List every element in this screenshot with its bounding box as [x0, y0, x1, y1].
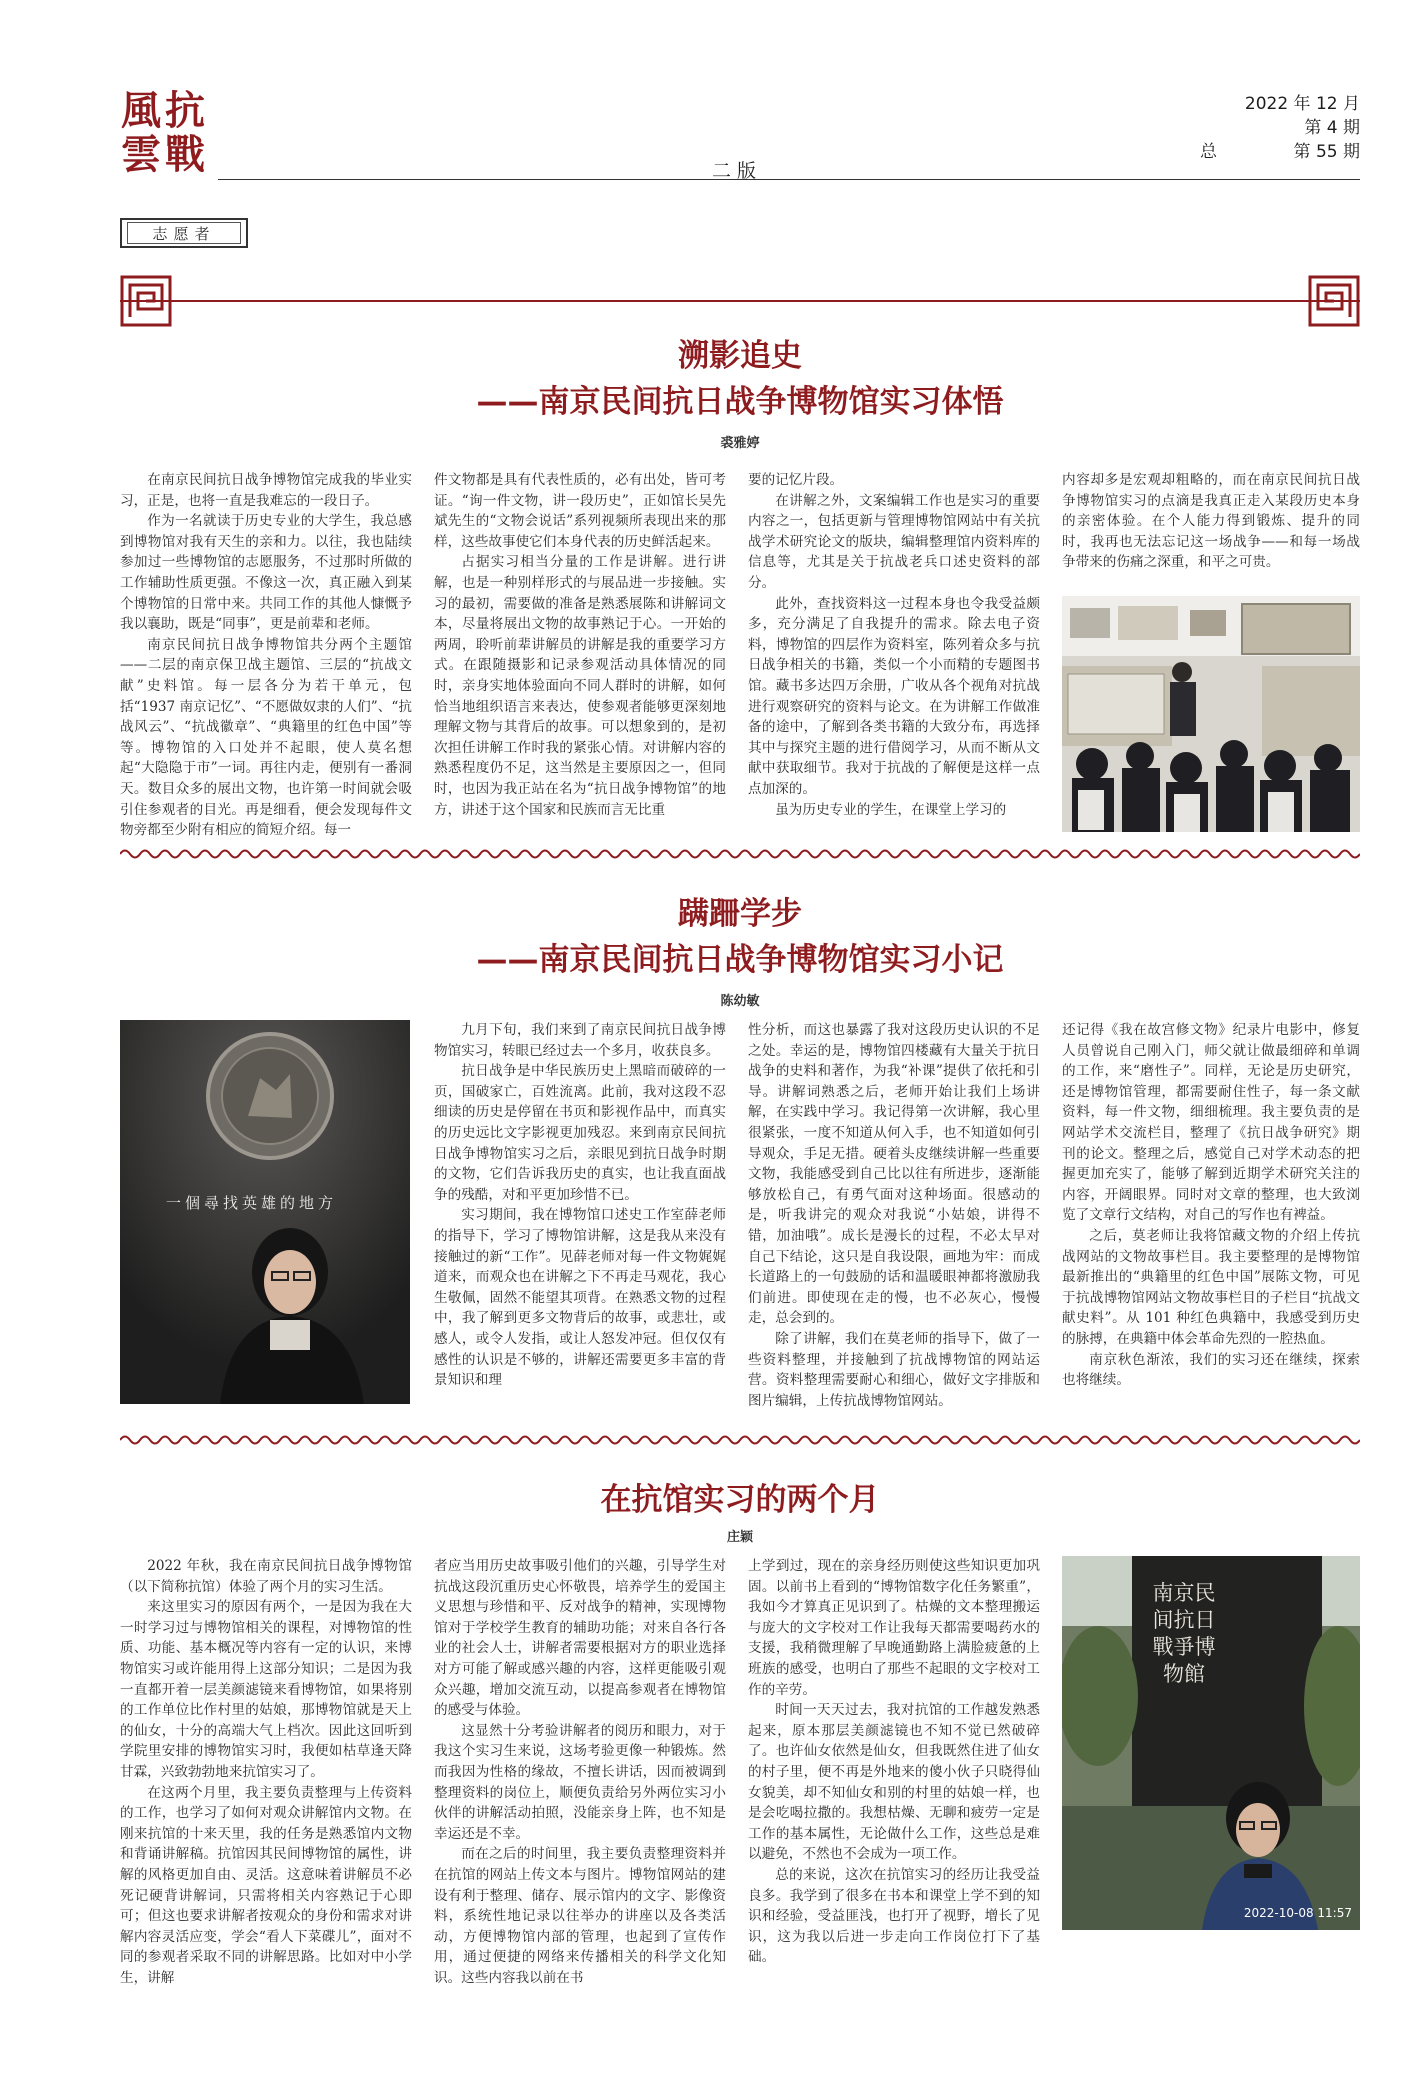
fret-corner-right-icon [1308, 275, 1360, 327]
paragraph: 2022 年秋，我在南京民间抗日战争博物馆（以下简称抗馆）体验了两个月的实习生活。 [120, 1558, 412, 1595]
logo-char: 戰 [165, 131, 205, 178]
masthead-rule [218, 179, 1360, 180]
issue-total [1200, 140, 1360, 164]
section-divider [120, 847, 1360, 861]
article-1-column-2 [434, 470, 726, 820]
article-2-column-3 [1062, 1020, 1360, 1391]
article-3-author: 庄颖 [726, 1530, 753, 1545]
article-1-subtitle: ——南京民间抗日战争博物馆实习体悟 [476, 384, 1004, 420]
paragraph: 虽为历史专业的学生，在课堂上学习的 [775, 801, 1007, 818]
issue-number: 第 4 期 [1304, 118, 1360, 138]
article-3-column-2 [434, 1556, 726, 1988]
photo-museum-entrance [1062, 1556, 1360, 1930]
paragraph: 之后，莫老师让我将馆藏文物的介绍上传抗战网站的文物故事栏目。我主要整理的是博物馆最新推出的“典籍里的红色中国”展陈文物，可见于抗战博物馆网站文物故事栏目的子栏目“抗战文献史料”。从 101 种红色典籍中，我感受到历史的脉搏，在典籍中体会革命先烈的一腔热血。 [1062, 1227, 1360, 1347]
paragraph: 抗日战争是中华民族历史上黑暗而破碎的一页，国破家亡，百姓流离。此前，我对这段不忍细读的历史是停留在书页和影视作品中，而真实的历史远比文字影视更加残忍。来到南京民间抗日战争博物馆实习之后，亲眼见到抗日战争时期的文物，它们告诉我历史的真实，也让我直面战争的残酷，对和平更加珍惜不已。 [434, 1063, 726, 1203]
article-2-author: 陈幼敏 [720, 994, 760, 1009]
paragraph: 件文物都是具有代表性质的，必有出处，皆可考证。“询一件文物，讲一段历史”，正如馆长吴先斌先生的“文物会说话”系列视频所表现出来的那样，这些故事使它们本身代表的历史鲜活起来。 [434, 472, 726, 550]
photo-timestamp: 2022-10-08 11:57 [1243, 1906, 1352, 1920]
section-divider [120, 1433, 1360, 1447]
paragraph: 内容却多是宏观却粗略的，而在南京民间抗日战争博物馆实习的点滴是我真正走入某段历史本身的亲密体验。在个人能力得到锻炼、提升的同时，我再也无法忘记这一场战争——和每一场战争带来的伤痛之深重，和平之可贵。 [1062, 472, 1360, 571]
article-1-column-1 [120, 470, 412, 841]
paragraph: 实习期间，我在博物馆口述史工作室薛老师的指导下，学习了博物馆讲解，这是我从来没有接触过的新“工作”。见薛老师对每一件文物娓娓道来，而观众也在讲解之下不再走马观花，我心生敬佩，固然不能望其项背。在熟悉文物的过程中，我了解到更多文物背后的故事，或悲壮，或感人，或令人发指，或让人怒发冲冠。但仅仅有感性的认识是不够的，讲解还需要更多丰富的背景知识和理 [434, 1207, 726, 1389]
wall-caption: 一個尋找英雄的地方 [166, 1194, 338, 1212]
paragraph: 者应当用历史故事吸引他们的兴趣，引导学生对抗战这段沉重历史心怀敬畏，培养学生的爱国主义思想与珍惜和平、反对战争的精神，实现博物馆对于学校学生教育的辅助功能；对来自各行各业的社会人士，讲解者需要根据对方的职业选择对方可能了解或感兴趣的内容，这样更能吸引观众兴趣，增加交流互动，以提高参观者在博物馆的感受与体验。 [434, 1558, 726, 1719]
logo-char: 風 [121, 87, 161, 134]
issue-info [1200, 92, 1360, 164]
fret-corner-left-icon [120, 275, 172, 327]
paragraph: 在讲解之外，文案编辑工作也是实习的重要内容之一，包括更新与管理博物馆网站中有关抗战学术研究论文的版块，编辑整理馆内资料库的信息等，尤其是关于抗战老兵口述史资料的部分。 [748, 492, 1040, 591]
article-1-column-3 [748, 470, 1040, 820]
paragraph: 在这两个月里，我主要负责整理与上传资料的工作，也学习了如何对观众讲解馆内文物。在刚来抗馆的十来天里，我的任务是熟悉馆内文物和背诵讲解稿。抗馆因其民间博物馆的属性，讲解的风格更加自由、灵活。这意味着讲解员不必死记硬背讲解词，只需将相关内容熟记于心即可；但这也要求讲解者按观众的身份和需求对讲解内容灵活应变，学会“看人下菜碟儿”，面对不同的参观者采取不同的讲解思路。比如对中小学生，讲解 [120, 1784, 412, 1986]
paragraph: 要的记忆片段。 [748, 472, 844, 488]
article-2-subtitle: ——南京民间抗日战争博物馆实习小记 [476, 942, 1004, 978]
article-3-title: 在抗馆实习的两个月 [600, 1482, 880, 1518]
paragraph: 南京秋色渐浓，我们的实习还在继续，探索也将继续。 [1062, 1351, 1360, 1389]
column-tag [120, 218, 248, 248]
column-tag-label: 志愿者 [127, 222, 241, 244]
paragraph: 来这里实习的原因有两个，一是因为我在大一时学习过与博物馆相关的课程，对博物馆的性质、功能、基本概况等内容有一定的认识，来博物馆实习或许能用得上这部分知识；二是因为我一直都开着一层美颜滤镜来看博物馆，如果将别的工作单位比作村里的姑娘，那博物馆就是天上的仙女，十分的高端大气上档次。因此这回听到学院里安排的博物馆实习时，我便如枯草逢天降甘霖，兴致勃勃地来抗馆实习了。 [120, 1599, 412, 1780]
article-2-column-2 [748, 1020, 1040, 1411]
paragraph: 时间一天天过去，我对抗馆的工作越发熟悉起来，原本那层美颜滤镜也不知不觉已然破碎了。也许仙女依然是仙女，但我既然住进了仙女的村子里，便不再是外地来的傻小伙子只晓得仙女貌美，却不知仙女和别的村里的姑娘一样，也是会吃喝拉撒的。我想枯燥、无聊和疲劳一定是工作的基本属性，无论做什么工作，这些总是难以避免，不然也不会成为一项工作。 [748, 1702, 1040, 1863]
paragraph: 九月下旬，我们来到了南京民间抗日战争博物馆实习，转眼已经过去一个多月，收获良多。 [434, 1022, 726, 1059]
paragraph: 除了讲解，我们在莫老师的指导下，做了一些资料整理，并接触到了抗战博物馆的网站运营。资料整理需要耐心和细心，做好文字排版和图片编辑，上传抗战博物馆网站。 [748, 1330, 1040, 1409]
paragraph: 总的来说，这次在抗馆实习的经历让我受益良多。我学到了很多在书本和课堂上学不到的知识和经验，受益匪浅，也打开了视野，增长了见识，这为我以后进一步走向工作岗位打下了基础。 [748, 1866, 1040, 1966]
paragraph: 还记得《我在故宫修文物》纪录片电影中，修复人员曾说自己刚入门，师父就让做最细碎和单调的工作，来“磨性子”。同样，无论是历史研究，还是博物馆管理，都需要耐住性子，每一条文献资料，每一件文物，细细梳理。我主要负责的是网站学术交流栏目，整理了《抗日战争研究》期刊的论文。整理之后，感觉自己对学术动态的把握更加充实了，能够了解到近期学术研究关注的内容，开阔眼界。同时对文章的整理，也大致浏览了文章行文结构，对自己的写作也有裨益。 [1062, 1022, 1360, 1224]
paragraph: 占据实习相当分量的工作是讲解。进行讲解，也是一种别样形式的与展品进一步接触。实习的最初，需要做的准备是熟悉展陈和讲解词文本，尽量将展出文物的故事熟记于心。一开始的两周，聆听前辈讲解员的讲解是我的重要学习方式。在跟随摄影和记录参观活动具体情况的同时，亲身实地体验面向不同人群时的讲解，如何恰当地组织语言来表达，使参观者能够更深刻地理解文物与其背后的故事。可以想象到的，是初次担任讲解工作时我的紧张心情。对讲解内容的熟悉程度仍不足，这当然是主要原因之一，但同时，也因为我正站在名为“抗日战争博物馆”的地方，讲述于这个国家和民族而言无比重 [434, 554, 726, 818]
photo-museum-tour [1062, 596, 1360, 832]
article-1-title: 溯影追史 [678, 338, 802, 374]
logo-char: 雲 [121, 131, 161, 178]
article-3-column-1 [120, 1556, 412, 1988]
paragraph: 这显然十分考验讲解者的阅历和眼力，对于我这个实习生来说，这场考验更像一种锻炼。然而我因为性格的缘故，不擅长讲话，因而被调到整理资料的岗位上，顺便负责给另外两位实习小伙伴的讲解活动拍照，没能亲身上阵，也不知是幸运还是不幸。 [434, 1722, 726, 1842]
article-1-column-4 [1062, 470, 1360, 573]
article-2-title: 蹒跚学步 [678, 896, 802, 932]
newspaper-logo [120, 88, 210, 178]
article-2-column-1 [434, 1020, 726, 1391]
paragraph: 南京民间抗日战争博物馆共分两个主题馆——二层的南京保卫战主题馆、三层的“抗战文献”史料馆。每一层各分为若干单元，包括“1937 南京记忆”、“不愿做奴隶的人们”、“抗战风云”、“抗战徽章”、“典籍里的红色中国”等等。博物馆的入口处并不起眼，使人莫名想起“大隐隐于市”一词。再往内走，便别有一番洞天。数目众多的展出文物，也许第一时间就会吸引住参观者的目光。再是细看，便会发现每件文物旁都至少附有相应的简短介绍。每一 [120, 636, 412, 839]
paragraph: 而在之后的时间里，我主要负责整理资料并在抗馆的网站上传文本与图片。博物馆网站的建设有利于整理、储存、展示馆内的文字、影像资料，系统性地记录以往举办的讲座以及各类活动，方便博物馆内部的管理，也起到了宣传作用，通过便捷的网络来传播相关的科学文化知识。这些内容我以前在书 [434, 1846, 726, 1986]
paragraph: 上学到过，现在的亲身经历则使这些知识更加巩固。以前书上看到的“博物馆数字化任务繁重”，我如今才算真正见识到了。枯燥的文本整理搬运与庞大的文字校对工作让我每天都需要喝药水的支援，我稍微理解了早晚通勤路上满脸疲惫的上班族的感受，也明白了那些不起眼的文字校对工作的辛劳。 [748, 1558, 1040, 1698]
paragraph: 此外，查找资料这一过程本身也令我受益颇多，充分满足了自我提升的需求。除去电子资料，博物馆的四层作为资料室，陈列着众多与抗日战争相关的书籍，类似一个小而精的专题图书馆。藏书多达四万余册，广收从各个视角对抗战进行观察研究的资料与论文。在为讲解工作做准备的途中，了解到各类书籍的大致分布，再选择其中与探究主题的进行借阅学习，从而不断从文献中获取细节。我对于抗战的了解便是这样一点点加深的。 [748, 595, 1040, 797]
issue-date: 2022 年 12 月 [1244, 94, 1360, 114]
header-band-line [120, 300, 1360, 302]
page-label: 二 版 [712, 160, 757, 182]
issue-total-label: 总 [1200, 142, 1217, 162]
logo-char: 抗 [165, 87, 205, 134]
museum-sign-text: 南京民间抗日戰爭博物館 [1152, 1581, 1216, 1686]
paragraph: 作为一名就读于历史专业的大学生，我总感到博物馆对我有天生的亲和力。以往，我也陆续参加过一些博物馆的志愿服务，不过那时所做的工作辅助性质更强。不像这一次，真正融入到某个博物馆的日常中来。共同工作的其他人慷慨予我以襄助，既是“同事”，更是前辈和老师。 [120, 513, 412, 633]
paragraph: 在南京民间抗日战争博物馆完成我的毕业实习，正是，也将一直是我难忘的一段日子。 [120, 472, 412, 509]
article-1-author: 裘雅婷 [720, 436, 760, 451]
article-3-column-3 [748, 1556, 1040, 1968]
paragraph: 性分析，而这也暴露了我对这段历史认识的不足之处。幸运的是，博物馆四楼藏有大量关于抗日战争的史料和著作，为我“补课”提供了依托和引导。讲解词熟悉之后，老师开始让我们上场讲解，在实践中学习。我记得第一次讲解，我心里很紧张，一度不知道从何入手，也不知道如何引导观众，手足无措。硬着头皮继续讲解一些重要文物，我能感受到自己比以往有所进步，逐渐能够放松自己，有勇气面对这种场面。很感动的是，听我讲完的观众对我说“小姑娘，讲得不错，加油哦”。成长是漫长的过程，不必太早对自己下结论，这只是自我设限，画地为牢：而成长道路上的一句鼓励的话和温暖眼神都将激励我们前进。即使现在走的慢，也不必灰心，慢慢走，总会到的。 [748, 1022, 1040, 1327]
photo-intern-portrait [120, 1020, 410, 1404]
issue-total-number: 第 55 期 [1293, 142, 1360, 162]
